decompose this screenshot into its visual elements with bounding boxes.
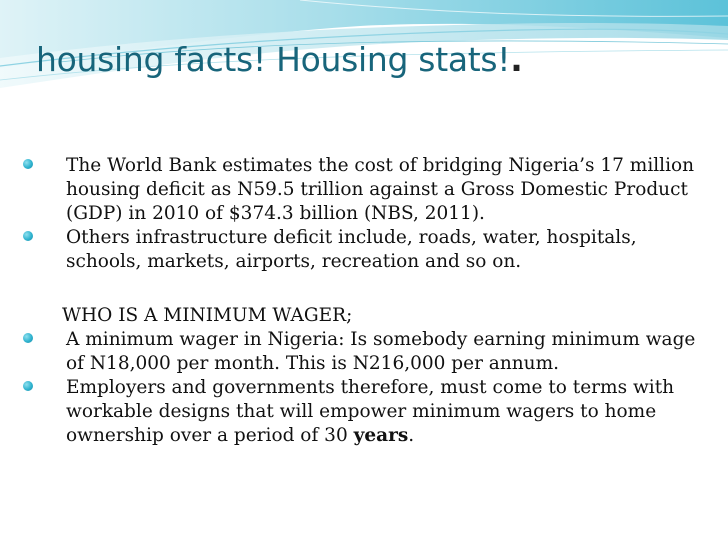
bullet-icon	[23, 333, 33, 343]
bullet-item	[20, 226, 712, 274]
spacer	[20, 274, 712, 304]
bullet-item	[20, 154, 712, 226]
bullet-text: Others infrastructure deficit include, roads, water, hospitals, schools, markets, airports, recreation and so on.	[66, 227, 637, 272]
bullet-text: Employers and governments therefore, must come to terms with workable designs that will empower minimum wagers to home ownership over a period of 30	[66, 377, 675, 446]
slide-title	[36, 40, 716, 79]
bullet-icon	[23, 381, 33, 391]
bullet-text: The World Bank estimates the cost of bridging Nigeria’s 17 million housing deficit as N59.5 trillion against a Gross Domestic Product (GDP) in 2010 of $374.3 billion (NBS, 2011).	[66, 155, 695, 224]
bullet-item	[20, 376, 712, 448]
slide-body	[20, 154, 712, 448]
bullet-bold-text: years	[353, 425, 409, 446]
section-heading: WHO IS A MINIMUM WAGER;	[62, 305, 353, 326]
slide-title-text: housing facts! Housing stats!	[36, 40, 511, 79]
bullet-text: A minimum wager in Nigeria: Is somebody earning minimum wage of N18,000 per month. This is N216,000 per annum.	[66, 329, 696, 374]
slide-title-period: .	[510, 40, 523, 79]
bullet-icon	[23, 159, 33, 169]
bullet-end-text: .	[408, 425, 415, 446]
bullet-item	[20, 328, 712, 376]
bullet-icon	[23, 231, 33, 241]
